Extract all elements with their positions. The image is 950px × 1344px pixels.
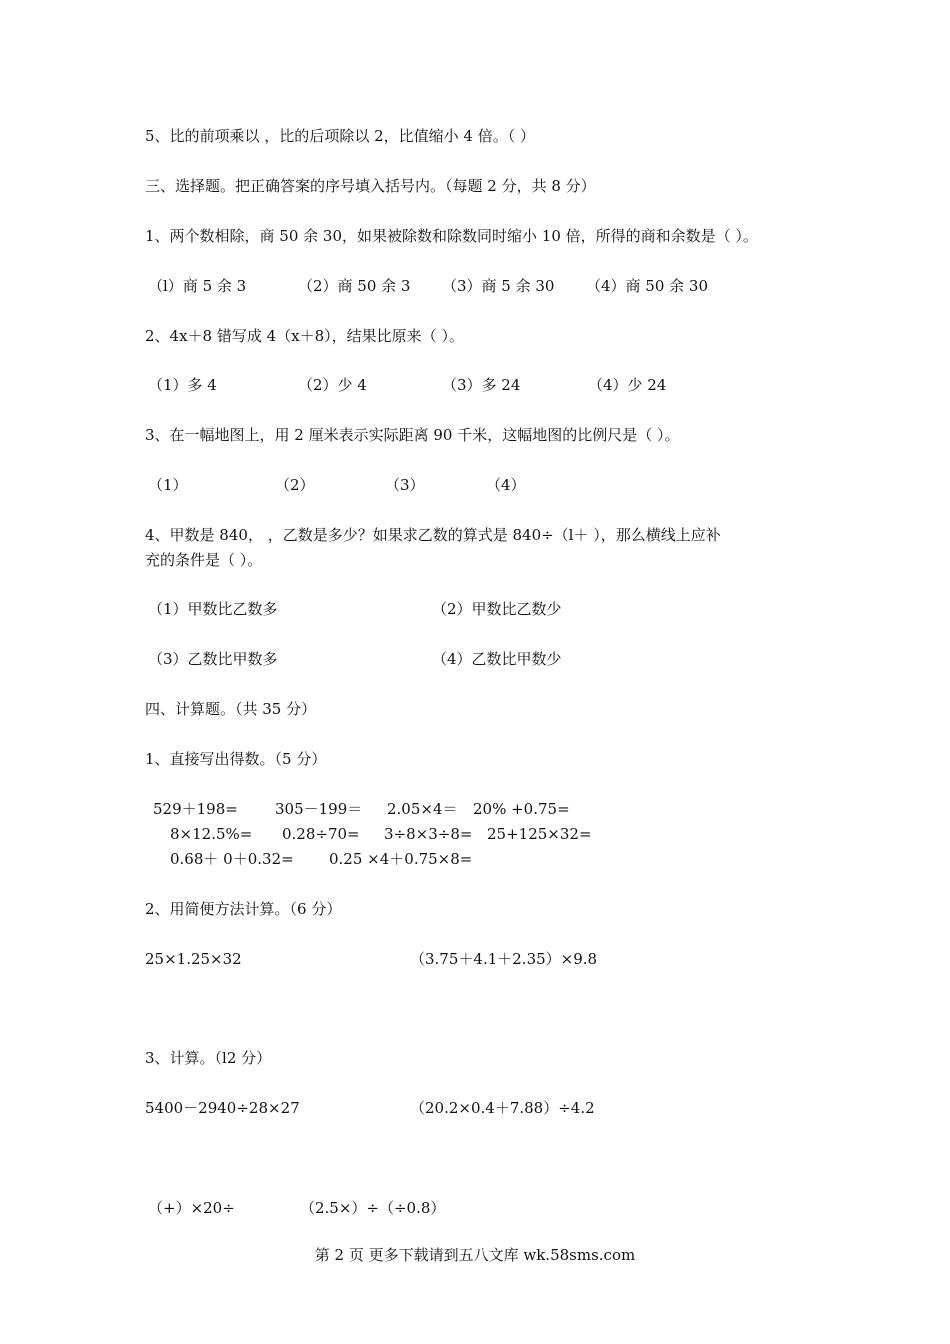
mental-item: 3÷8×3÷8=	[384, 825, 473, 843]
page-footer: 第 2 页 更多下载请到五八文库 wk.58sms.com	[314, 1246, 636, 1264]
mental-item: 529＋198=	[153, 800, 238, 818]
calc-item-1: 5400－2940÷28×27	[145, 1099, 300, 1117]
choice-4-option-4: （4）乙数比甲数少	[432, 650, 562, 668]
calc-question-1: 1、直接写出得数。（5 分）	[145, 750, 327, 768]
choice-1-option-4: （4）商 50 余 30	[586, 277, 709, 295]
mental-item: 8×12.5%=	[170, 825, 253, 843]
choice-3-option-1: （1）	[148, 476, 188, 494]
mental-item: 25+125×32=	[487, 825, 592, 843]
choice-1-option-3: （3）商 5 余 30	[442, 277, 555, 295]
choice-2-option-2: （2）少 4	[298, 376, 367, 394]
choice-4-option-1: （1）甲数比乙数多	[148, 600, 278, 618]
choice-question-3: 3、在一幅地图上，用 2 厘米表示实际距离 90 千米，这幅地图的比例尺是（ ）。	[145, 426, 680, 444]
mental-item: 0.68＋ 0＋0.32=	[170, 850, 294, 868]
calc-item-2: （20.2×0.4＋7.88）÷4.2	[410, 1099, 595, 1117]
choice-1-option-2: （2）商 50 余 3	[298, 277, 411, 295]
section-4-title: 四、计算题。（共 35 分）	[145, 700, 317, 718]
section-3-title: 三、选择题。把正确答案的序号填入括号内。（每题 2 分，共 8 分）	[145, 177, 596, 195]
calc-question-3: 3、计算。（l2 分）	[145, 1049, 272, 1067]
choice-2-option-1: （1）多 4	[148, 376, 217, 394]
choice-4-option-3: （3）乙数比甲数多	[148, 650, 278, 668]
mental-item: 305－199＝	[275, 800, 363, 818]
mental-item: 0.28÷70=	[282, 825, 360, 843]
choice-question-4-line-1: 4、甲数是 840， ，乙数是多少？如果求乙数的算式是 840÷（l＋ ），那么横线上应补	[145, 526, 721, 544]
choice-3-option-4: （4）	[486, 476, 526, 494]
question-judge-5: 5、比的前项乘以 ，比的后项除以 2，比值缩小 4 倍。（ ）	[145, 127, 535, 145]
choice-question-4-line-2: 充的条件是（ ）。	[145, 551, 263, 569]
calc-item-3: （+）×20÷	[148, 1199, 235, 1217]
calc-question-2: 2、用简便方法计算。（6 分）	[145, 900, 342, 918]
choice-question-2: 2、4x＋8 错写成 4（x＋8），结果比原来（ ）。	[145, 327, 464, 345]
mental-item: 0.25 ×4＋0.75×8=	[329, 850, 473, 868]
calc-item-4: （2.5×）÷（÷0.8）	[300, 1199, 446, 1217]
choice-2-option-3: （3）多 24	[442, 376, 521, 394]
mental-item: 20% +0.75=	[473, 800, 570, 818]
simple-calc-item-1: 25×1.25×32	[145, 950, 242, 968]
choice-3-option-2: （2）	[275, 476, 315, 494]
choice-4-option-2: （2）甲数比乙数少	[432, 600, 562, 618]
choice-2-option-4: （4）少 24	[588, 376, 667, 394]
mental-item: 2.05×4＝	[387, 800, 458, 818]
choice-question-1: 1、两个数相除，商 50 余 30，如果被除数和除数同时缩小 10 倍，所得的商和余数是（ ）。	[145, 227, 758, 245]
choice-1-option-1: （l）商 5 余 3	[148, 277, 247, 295]
simple-calc-item-2: （3.75＋4.1＋2.35）×9.8	[410, 950, 598, 968]
choice-3-option-3: （3）	[385, 476, 425, 494]
